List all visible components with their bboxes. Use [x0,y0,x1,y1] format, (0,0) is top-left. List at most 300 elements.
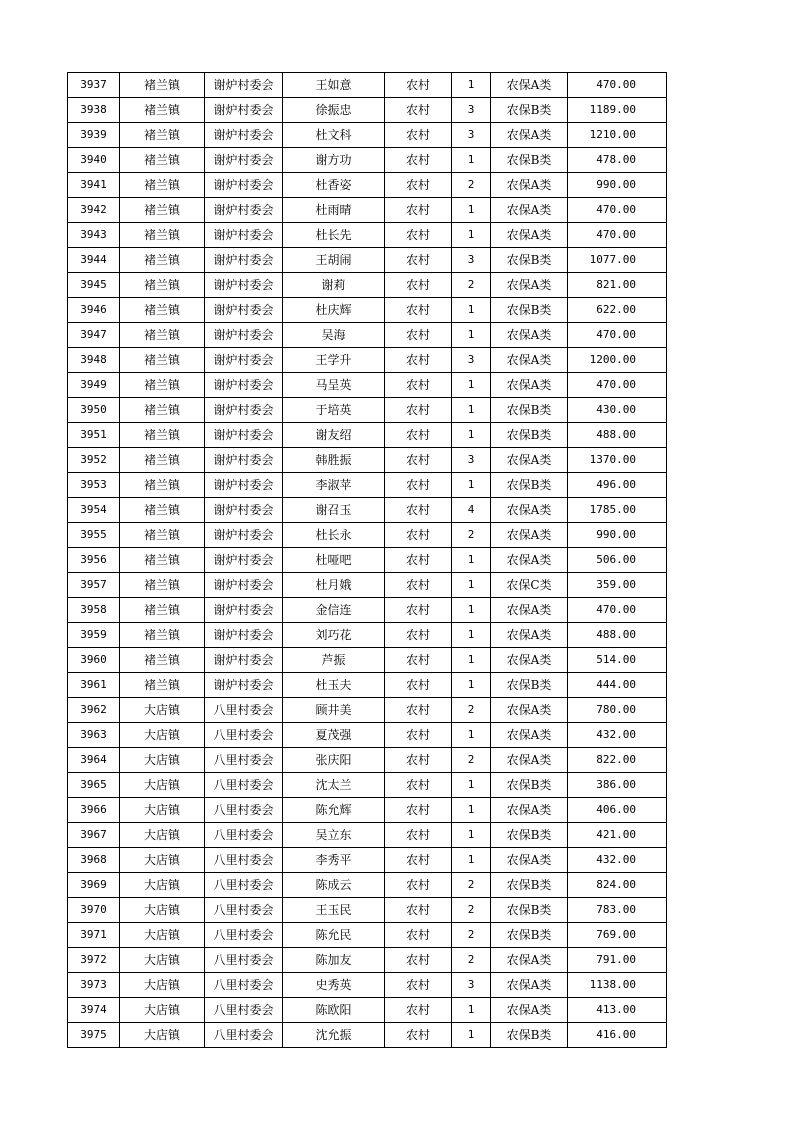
insurance-category-cell: 农保B类 [491,1023,568,1048]
seq-number-cell: 3952 [68,448,120,473]
amount-cell: 791.00 [568,948,667,973]
insurance-category-cell: 农保A类 [491,123,568,148]
town-cell: 褚兰镇 [120,573,205,598]
village-committee-cell: 谢炉村委会 [205,473,283,498]
town-cell: 褚兰镇 [120,373,205,398]
table-row [68,348,667,373]
village-committee-cell: 谢炉村委会 [205,298,283,323]
table-row [68,873,667,898]
town-cell: 褚兰镇 [120,298,205,323]
town-cell: 褚兰镇 [120,398,205,423]
allowance-table [67,72,667,1048]
family-size-cell: 1 [452,723,491,748]
household-type-cell: 农村 [385,223,452,248]
table-row [68,798,667,823]
insurance-category-cell: 农保A类 [491,748,568,773]
amount-cell: 488.00 [568,423,667,448]
household-type-cell: 农村 [385,998,452,1023]
name-cell: 杜雨晴 [283,198,385,223]
seq-number-cell: 3947 [68,323,120,348]
village-committee-cell: 谢炉村委会 [205,223,283,248]
insurance-category-cell: 农保B类 [491,773,568,798]
table-row [68,298,667,323]
amount-cell: 386.00 [568,773,667,798]
insurance-category-cell: 农保A类 [491,948,568,973]
seq-number-cell: 3944 [68,248,120,273]
seq-number-cell: 3964 [68,748,120,773]
insurance-category-cell: 农保B类 [491,148,568,173]
amount-cell: 470.00 [568,323,667,348]
village-committee-cell: 谢炉村委会 [205,98,283,123]
name-cell: 李秀平 [283,848,385,873]
town-cell: 大店镇 [120,873,205,898]
family-size-cell: 1 [452,623,491,648]
table-row [68,598,667,623]
village-committee-cell: 八里村委会 [205,773,283,798]
town-cell: 大店镇 [120,698,205,723]
family-size-cell: 1 [452,323,491,348]
town-cell: 大店镇 [120,723,205,748]
table-row [68,773,667,798]
seq-number-cell: 3966 [68,798,120,823]
household-type-cell: 农村 [385,923,452,948]
amount-cell: 496.00 [568,473,667,498]
table-row [68,198,667,223]
amount-cell: 416.00 [568,1023,667,1048]
family-size-cell: 1 [452,473,491,498]
household-type-cell: 农村 [385,273,452,298]
table-body [68,73,667,1048]
amount-cell: 822.00 [568,748,667,773]
name-cell: 杜长先 [283,223,385,248]
insurance-category-cell: 农保B类 [491,873,568,898]
family-size-cell: 3 [452,123,491,148]
name-cell: 芦振 [283,648,385,673]
table-row [68,73,667,98]
table-row [68,323,667,348]
table-row [68,948,667,973]
town-cell: 褚兰镇 [120,323,205,348]
name-cell: 陈允民 [283,923,385,948]
town-cell: 褚兰镇 [120,648,205,673]
insurance-category-cell: 农保B类 [491,398,568,423]
household-type-cell: 农村 [385,973,452,998]
insurance-category-cell: 农保A类 [491,548,568,573]
town-cell: 褚兰镇 [120,423,205,448]
seq-number-cell: 3968 [68,848,120,873]
table-row [68,998,667,1023]
name-cell: 马呈英 [283,373,385,398]
household-type-cell: 农村 [385,898,452,923]
household-type-cell: 农村 [385,673,452,698]
village-committee-cell: 谢炉村委会 [205,173,283,198]
village-committee-cell: 谢炉村委会 [205,123,283,148]
amount-cell: 824.00 [568,873,667,898]
insurance-category-cell: 农保A类 [491,373,568,398]
household-type-cell: 农村 [385,548,452,573]
name-cell: 杜月娥 [283,573,385,598]
table-row [68,523,667,548]
household-type-cell: 农村 [385,498,452,523]
village-committee-cell: 谢炉村委会 [205,323,283,348]
insurance-category-cell: 农保B类 [491,248,568,273]
table-row [68,1023,667,1048]
table-row [68,498,667,523]
household-type-cell: 农村 [385,123,452,148]
table-row [68,123,667,148]
amount-cell: 1077.00 [568,248,667,273]
amount-cell: 406.00 [568,798,667,823]
household-type-cell: 农村 [385,148,452,173]
name-cell: 谢方功 [283,148,385,173]
village-committee-cell: 谢炉村委会 [205,598,283,623]
town-cell: 大店镇 [120,973,205,998]
table-row [68,923,667,948]
household-type-cell: 农村 [385,298,452,323]
table-row [68,148,667,173]
household-type-cell: 农村 [385,398,452,423]
household-type-cell: 农村 [385,448,452,473]
family-size-cell: 3 [452,248,491,273]
insurance-category-cell: 农保B类 [491,673,568,698]
seq-number-cell: 3941 [68,173,120,198]
household-type-cell: 农村 [385,173,452,198]
household-type-cell: 农村 [385,348,452,373]
town-cell: 褚兰镇 [120,623,205,648]
amount-cell: 359.00 [568,573,667,598]
household-type-cell: 农村 [385,473,452,498]
insurance-category-cell: 农保A类 [491,448,568,473]
seq-number-cell: 3946 [68,298,120,323]
name-cell: 杜香姿 [283,173,385,198]
name-cell: 史秀英 [283,973,385,998]
seq-number-cell: 3948 [68,348,120,373]
household-type-cell: 农村 [385,98,452,123]
village-committee-cell: 八里村委会 [205,873,283,898]
family-size-cell: 1 [452,1023,491,1048]
table-row [68,898,667,923]
village-committee-cell: 谢炉村委会 [205,73,283,98]
seq-number-cell: 3942 [68,198,120,223]
name-cell: 顾井美 [283,698,385,723]
family-size-cell: 2 [452,523,491,548]
family-size-cell: 3 [452,98,491,123]
household-type-cell: 农村 [385,373,452,398]
town-cell: 褚兰镇 [120,473,205,498]
amount-cell: 783.00 [568,898,667,923]
household-type-cell: 农村 [385,323,452,348]
family-size-cell: 2 [452,748,491,773]
amount-cell: 990.00 [568,173,667,198]
town-cell: 褚兰镇 [120,523,205,548]
household-type-cell: 农村 [385,1023,452,1048]
name-cell: 韩胜振 [283,448,385,473]
insurance-category-cell: 农保A类 [491,623,568,648]
village-committee-cell: 谢炉村委会 [205,573,283,598]
village-committee-cell: 八里村委会 [205,898,283,923]
insurance-category-cell: 农保A类 [491,523,568,548]
table-row [68,823,667,848]
household-type-cell: 农村 [385,598,452,623]
family-size-cell: 1 [452,548,491,573]
insurance-category-cell: 农保A类 [491,798,568,823]
amount-cell: 432.00 [568,723,667,748]
amount-cell: 413.00 [568,998,667,1023]
insurance-category-cell: 农保A类 [491,973,568,998]
amount-cell: 1210.00 [568,123,667,148]
amount-cell: 514.00 [568,648,667,673]
household-type-cell: 农村 [385,648,452,673]
village-committee-cell: 谢炉村委会 [205,348,283,373]
town-cell: 大店镇 [120,898,205,923]
insurance-category-cell: 农保A类 [491,998,568,1023]
family-size-cell: 2 [452,173,491,198]
amount-cell: 470.00 [568,198,667,223]
town-cell: 褚兰镇 [120,148,205,173]
household-type-cell: 农村 [385,573,452,598]
amount-cell: 622.00 [568,298,667,323]
insurance-category-cell: 农保A类 [491,198,568,223]
seq-number-cell: 3950 [68,398,120,423]
household-type-cell: 农村 [385,248,452,273]
town-cell: 大店镇 [120,748,205,773]
amount-cell: 488.00 [568,623,667,648]
seq-number-cell: 3951 [68,423,120,448]
amount-cell: 506.00 [568,548,667,573]
name-cell: 徐振忠 [283,98,385,123]
household-type-cell: 农村 [385,623,452,648]
amount-cell: 821.00 [568,273,667,298]
name-cell: 杜长永 [283,523,385,548]
amount-cell: 1785.00 [568,498,667,523]
seq-number-cell: 3963 [68,723,120,748]
seq-number-cell: 3953 [68,473,120,498]
seq-number-cell: 3956 [68,548,120,573]
family-size-cell: 3 [452,348,491,373]
insurance-category-cell: 农保B类 [491,898,568,923]
insurance-category-cell: 农保A类 [491,323,568,348]
amount-cell: 780.00 [568,698,667,723]
table-row [68,723,667,748]
insurance-category-cell: 农保A类 [491,698,568,723]
family-size-cell: 1 [452,573,491,598]
name-cell: 杜哑吧 [283,548,385,573]
name-cell: 李淑苹 [283,473,385,498]
amount-cell: 470.00 [568,598,667,623]
amount-cell: 470.00 [568,73,667,98]
name-cell: 吴立东 [283,823,385,848]
village-committee-cell: 八里村委会 [205,723,283,748]
village-committee-cell: 八里村委会 [205,1023,283,1048]
seq-number-cell: 3957 [68,573,120,598]
seq-number-cell: 3939 [68,123,120,148]
village-committee-cell: 谢炉村委会 [205,248,283,273]
village-committee-cell: 八里村委会 [205,998,283,1023]
insurance-category-cell: 农保A类 [491,223,568,248]
seq-number-cell: 3962 [68,698,120,723]
village-committee-cell: 谢炉村委会 [205,673,283,698]
seq-number-cell: 3937 [68,73,120,98]
household-type-cell: 农村 [385,823,452,848]
household-type-cell: 农村 [385,423,452,448]
village-committee-cell: 谢炉村委会 [205,373,283,398]
name-cell: 于培英 [283,398,385,423]
family-size-cell: 1 [452,848,491,873]
family-size-cell: 1 [452,798,491,823]
seq-number-cell: 3971 [68,923,120,948]
household-type-cell: 农村 [385,773,452,798]
family-size-cell: 1 [452,298,491,323]
town-cell: 大店镇 [120,823,205,848]
town-cell: 大店镇 [120,998,205,1023]
insurance-category-cell: 农保C类 [491,573,568,598]
village-committee-cell: 谢炉村委会 [205,448,283,473]
amount-cell: 1200.00 [568,348,667,373]
family-size-cell: 1 [452,598,491,623]
village-committee-cell: 八里村委会 [205,698,283,723]
table-row [68,748,667,773]
seq-number-cell: 3973 [68,973,120,998]
name-cell: 谢莉 [283,273,385,298]
town-cell: 大店镇 [120,848,205,873]
town-cell: 褚兰镇 [120,173,205,198]
seq-number-cell: 3943 [68,223,120,248]
family-size-cell: 1 [452,373,491,398]
village-committee-cell: 八里村委会 [205,823,283,848]
household-type-cell: 农村 [385,948,452,973]
seq-number-cell: 3958 [68,598,120,623]
town-cell: 褚兰镇 [120,123,205,148]
family-size-cell: 2 [452,698,491,723]
town-cell: 大店镇 [120,773,205,798]
name-cell: 谢友绍 [283,423,385,448]
village-committee-cell: 谢炉村委会 [205,648,283,673]
amount-cell: 990.00 [568,523,667,548]
table-row [68,273,667,298]
amount-cell: 1189.00 [568,98,667,123]
name-cell: 金信连 [283,598,385,623]
name-cell: 张庆阳 [283,748,385,773]
insurance-category-cell: 农保B类 [491,823,568,848]
family-size-cell: 4 [452,498,491,523]
family-size-cell: 1 [452,773,491,798]
town-cell: 褚兰镇 [120,348,205,373]
town-cell: 大店镇 [120,1023,205,1048]
seq-number-cell: 3965 [68,773,120,798]
village-committee-cell: 谢炉村委会 [205,398,283,423]
village-committee-cell: 谢炉村委会 [205,148,283,173]
family-size-cell: 1 [452,73,491,98]
table-row [68,473,667,498]
seq-number-cell: 3967 [68,823,120,848]
village-committee-cell: 八里村委会 [205,798,283,823]
village-committee-cell: 谢炉村委会 [205,548,283,573]
insurance-category-cell: 农保B类 [491,98,568,123]
insurance-category-cell: 农保A类 [491,498,568,523]
name-cell: 夏茂强 [283,723,385,748]
household-type-cell: 农村 [385,748,452,773]
seq-number-cell: 3970 [68,898,120,923]
insurance-category-cell: 农保A类 [491,848,568,873]
insurance-category-cell: 农保B类 [491,473,568,498]
amount-cell: 1138.00 [568,973,667,998]
town-cell: 褚兰镇 [120,498,205,523]
village-committee-cell: 八里村委会 [205,923,283,948]
village-committee-cell: 谢炉村委会 [205,523,283,548]
seq-number-cell: 3961 [68,673,120,698]
table-row [68,223,667,248]
insurance-category-cell: 农保A类 [491,73,568,98]
insurance-category-cell: 农保B类 [491,298,568,323]
name-cell: 刘巧花 [283,623,385,648]
table-row [68,98,667,123]
seq-number-cell: 3975 [68,1023,120,1048]
amount-cell: 444.00 [568,673,667,698]
town-cell: 褚兰镇 [120,273,205,298]
town-cell: 褚兰镇 [120,73,205,98]
town-cell: 大店镇 [120,923,205,948]
town-cell: 大店镇 [120,798,205,823]
family-size-cell: 1 [452,823,491,848]
town-cell: 褚兰镇 [120,98,205,123]
insurance-category-cell: 农保B类 [491,923,568,948]
table-row [68,548,667,573]
table-row [68,848,667,873]
village-committee-cell: 谢炉村委会 [205,273,283,298]
town-cell: 褚兰镇 [120,673,205,698]
family-size-cell: 2 [452,948,491,973]
family-size-cell: 1 [452,673,491,698]
table-row [68,398,667,423]
family-size-cell: 2 [452,873,491,898]
seq-number-cell: 3949 [68,373,120,398]
family-size-cell: 3 [452,973,491,998]
family-size-cell: 3 [452,448,491,473]
village-committee-cell: 谢炉村委会 [205,423,283,448]
name-cell: 王胡闹 [283,248,385,273]
family-size-cell: 1 [452,648,491,673]
amount-cell: 470.00 [568,373,667,398]
name-cell: 陈加友 [283,948,385,973]
amount-cell: 1370.00 [568,448,667,473]
seq-number-cell: 3938 [68,98,120,123]
village-committee-cell: 八里村委会 [205,973,283,998]
household-type-cell: 农村 [385,873,452,898]
amount-cell: 769.00 [568,923,667,948]
table-row [68,573,667,598]
family-size-cell: 1 [452,423,491,448]
family-size-cell: 2 [452,898,491,923]
name-cell: 陈成云 [283,873,385,898]
table-row [68,423,667,448]
name-cell: 吴海 [283,323,385,348]
household-type-cell: 农村 [385,848,452,873]
household-type-cell: 农村 [385,698,452,723]
town-cell: 大店镇 [120,948,205,973]
table-row [68,248,667,273]
town-cell: 褚兰镇 [120,598,205,623]
insurance-category-cell: 农保A类 [491,598,568,623]
name-cell: 杜庆辉 [283,298,385,323]
town-cell: 褚兰镇 [120,448,205,473]
family-size-cell: 2 [452,273,491,298]
table-row [68,698,667,723]
family-size-cell: 1 [452,223,491,248]
household-type-cell: 农村 [385,198,452,223]
household-type-cell: 农村 [385,523,452,548]
name-cell: 王玉民 [283,898,385,923]
town-cell: 褚兰镇 [120,198,205,223]
